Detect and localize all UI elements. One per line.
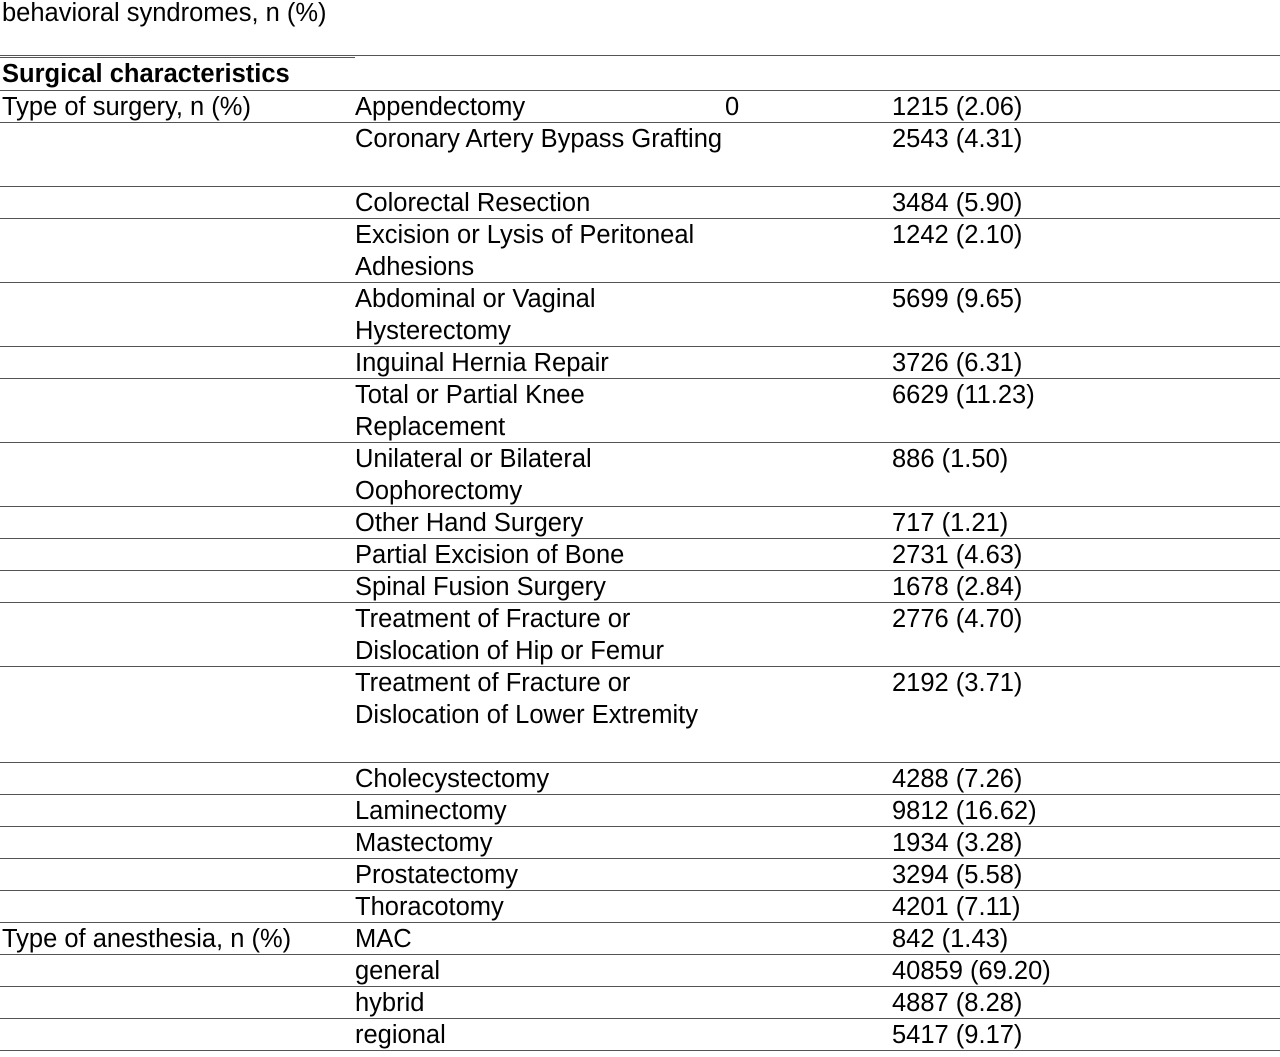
value-cell: 9812 (16.62) xyxy=(892,797,1037,825)
category-name-cell: Excision or Lysis of Peritoneal Adhesions xyxy=(355,221,695,281)
table-row xyxy=(0,1019,1280,1051)
value-cell: 3726 (6.31) xyxy=(892,349,1023,377)
value-cell: 4201 (7.11) xyxy=(892,893,1021,921)
table-row xyxy=(0,187,1280,219)
table-row xyxy=(0,763,1280,795)
missing-cell xyxy=(725,987,892,1018)
top-label-text: behavioral syndromes, n (%) xyxy=(2,0,327,27)
missing-cell xyxy=(725,603,892,666)
table-row xyxy=(0,123,1280,187)
missing-cell xyxy=(725,859,892,890)
missing-cell xyxy=(725,187,892,218)
group-label-cell: Type of anesthesia, n (%) xyxy=(2,925,292,953)
group-label-cell xyxy=(0,891,355,922)
table-row xyxy=(0,923,1280,955)
table-rule xyxy=(0,55,1280,56)
table-row xyxy=(0,219,1280,283)
missing-cell xyxy=(725,539,892,570)
value-cell: 1934 (3.28) xyxy=(892,829,1023,857)
category-name-cell: Prostatectomy xyxy=(355,861,518,889)
missing-cell xyxy=(725,827,892,858)
surgery-group xyxy=(0,91,1280,923)
group-label-cell xyxy=(0,219,355,282)
category-name-cell: MAC xyxy=(355,925,412,953)
group-label-cell: Type of surgery, n (%) xyxy=(2,93,251,121)
value-cell: 4288 (7.26) xyxy=(892,765,1023,793)
table-row xyxy=(0,91,1280,123)
missing-cell xyxy=(725,923,892,954)
category-name-cell: Unilateral or Bilateral Oophorectomy xyxy=(355,445,592,505)
table-row xyxy=(0,443,1280,507)
category-name-cell: Total or Partial Knee Replacement xyxy=(355,381,585,441)
table-row xyxy=(0,603,1280,667)
category-name-cell: Mastectomy xyxy=(355,829,493,857)
table-row xyxy=(0,795,1280,827)
missing-cell xyxy=(725,379,892,442)
category-name-cell: Spinal Fusion Surgery xyxy=(355,573,606,601)
table-row xyxy=(0,667,1280,763)
value-cell: 5417 (9.17) xyxy=(892,1021,1023,1049)
category-name-cell: Partial Excision of Bone xyxy=(355,541,625,569)
category-name-cell: general xyxy=(355,957,441,985)
table-row xyxy=(0,859,1280,891)
value-cell: 2543 (4.31) xyxy=(892,125,1023,153)
group-label-cell xyxy=(0,955,355,986)
category-name-cell: Thoracotomy xyxy=(355,893,504,921)
value-cell: 6629 (11.23) xyxy=(892,381,1035,409)
missing-cell xyxy=(725,891,892,922)
missing-cell xyxy=(725,219,892,282)
group-label-cell xyxy=(0,763,355,794)
value-cell: 2192 (3.71) xyxy=(892,669,1023,697)
table-row xyxy=(0,347,1280,379)
missing-cell xyxy=(725,763,892,794)
category-name-cell: Cholecystectomy xyxy=(355,765,550,793)
missing-cell xyxy=(725,443,892,506)
value-cell: 3484 (5.90) xyxy=(892,189,1023,217)
group-label-cell xyxy=(0,187,355,218)
value-cell: 886 (1.50) xyxy=(892,445,1009,473)
group-label-cell xyxy=(0,987,355,1018)
missing-cell xyxy=(725,571,892,602)
missing-cell xyxy=(725,507,892,538)
group-label-cell xyxy=(0,1019,355,1050)
group-label-cell xyxy=(0,347,355,378)
value-cell: 2776 (4.70) xyxy=(892,605,1023,633)
group-label-cell xyxy=(0,571,355,602)
category-name-cell: Coronary Artery Bypass Grafting xyxy=(355,125,723,153)
category-name-cell: regional xyxy=(355,1021,446,1049)
group-label-cell xyxy=(0,123,355,186)
section-heading: Surgical characteristics xyxy=(0,58,1280,91)
anesthesia-group xyxy=(0,923,1280,1051)
value-cell: 717 (1.21) xyxy=(892,509,1009,537)
missing-cell xyxy=(725,795,892,826)
missing-cell xyxy=(725,955,892,986)
row-label-behavioral-syndromes xyxy=(0,0,355,58)
group-label-cell xyxy=(0,507,355,538)
value-cell: 1678 (2.84) xyxy=(892,573,1023,601)
group-label-cell xyxy=(0,667,355,762)
value-cell: 1242 (2.10) xyxy=(892,221,1023,249)
value-cell: 40859 (69.20) xyxy=(892,957,1051,985)
table-row xyxy=(0,283,1280,347)
value-cell: 1215 (2.06) xyxy=(892,93,1023,121)
group-label-cell xyxy=(0,379,355,442)
group-label-cell xyxy=(0,859,355,890)
category-name-cell: Laminectomy xyxy=(355,797,507,825)
value-cell: 3294 (5.58) xyxy=(892,861,1023,889)
value-cell: 842 (1.43) xyxy=(892,925,1009,953)
table-row xyxy=(0,987,1280,1019)
missing-cell xyxy=(725,667,892,762)
missing-cell xyxy=(725,123,892,186)
group-label-cell xyxy=(0,539,355,570)
value-cell: 2731 (4.63) xyxy=(892,541,1023,569)
table-row xyxy=(0,571,1280,603)
missing-cell xyxy=(725,1019,892,1050)
value-cell: 4887 (8.28) xyxy=(892,989,1023,1017)
table-row xyxy=(0,539,1280,571)
group-label-cell xyxy=(0,603,355,666)
missing-cell: 0 xyxy=(725,93,740,121)
missing-cell xyxy=(725,347,892,378)
category-name-cell: hybrid xyxy=(355,989,425,1017)
table-row xyxy=(0,891,1280,923)
category-name-cell: Abdominal or Vaginal Hysterectomy xyxy=(355,285,596,345)
group-label-cell xyxy=(0,443,355,506)
table-row xyxy=(0,955,1280,987)
group-label-cell xyxy=(0,827,355,858)
category-name-cell: Treatment of Fracture or Dislocation of Hip or Femur xyxy=(355,605,664,665)
category-name-cell: Colorectal Resection xyxy=(355,189,591,217)
table-row xyxy=(0,827,1280,859)
group-label-cell xyxy=(0,283,355,346)
category-name-cell: Appendectomy xyxy=(355,93,526,121)
group-label-cell xyxy=(0,795,355,826)
category-name-cell: Inguinal Hernia Repair xyxy=(355,349,609,377)
category-name-cell: Treatment of Fracture or Dislocation of Lower Extremity xyxy=(355,669,698,729)
table-row xyxy=(0,379,1280,443)
table-row xyxy=(0,507,1280,539)
value-cell: 5699 (9.65) xyxy=(892,285,1023,313)
missing-cell xyxy=(725,283,892,346)
category-name-cell: Other Hand Surgery xyxy=(355,509,584,537)
